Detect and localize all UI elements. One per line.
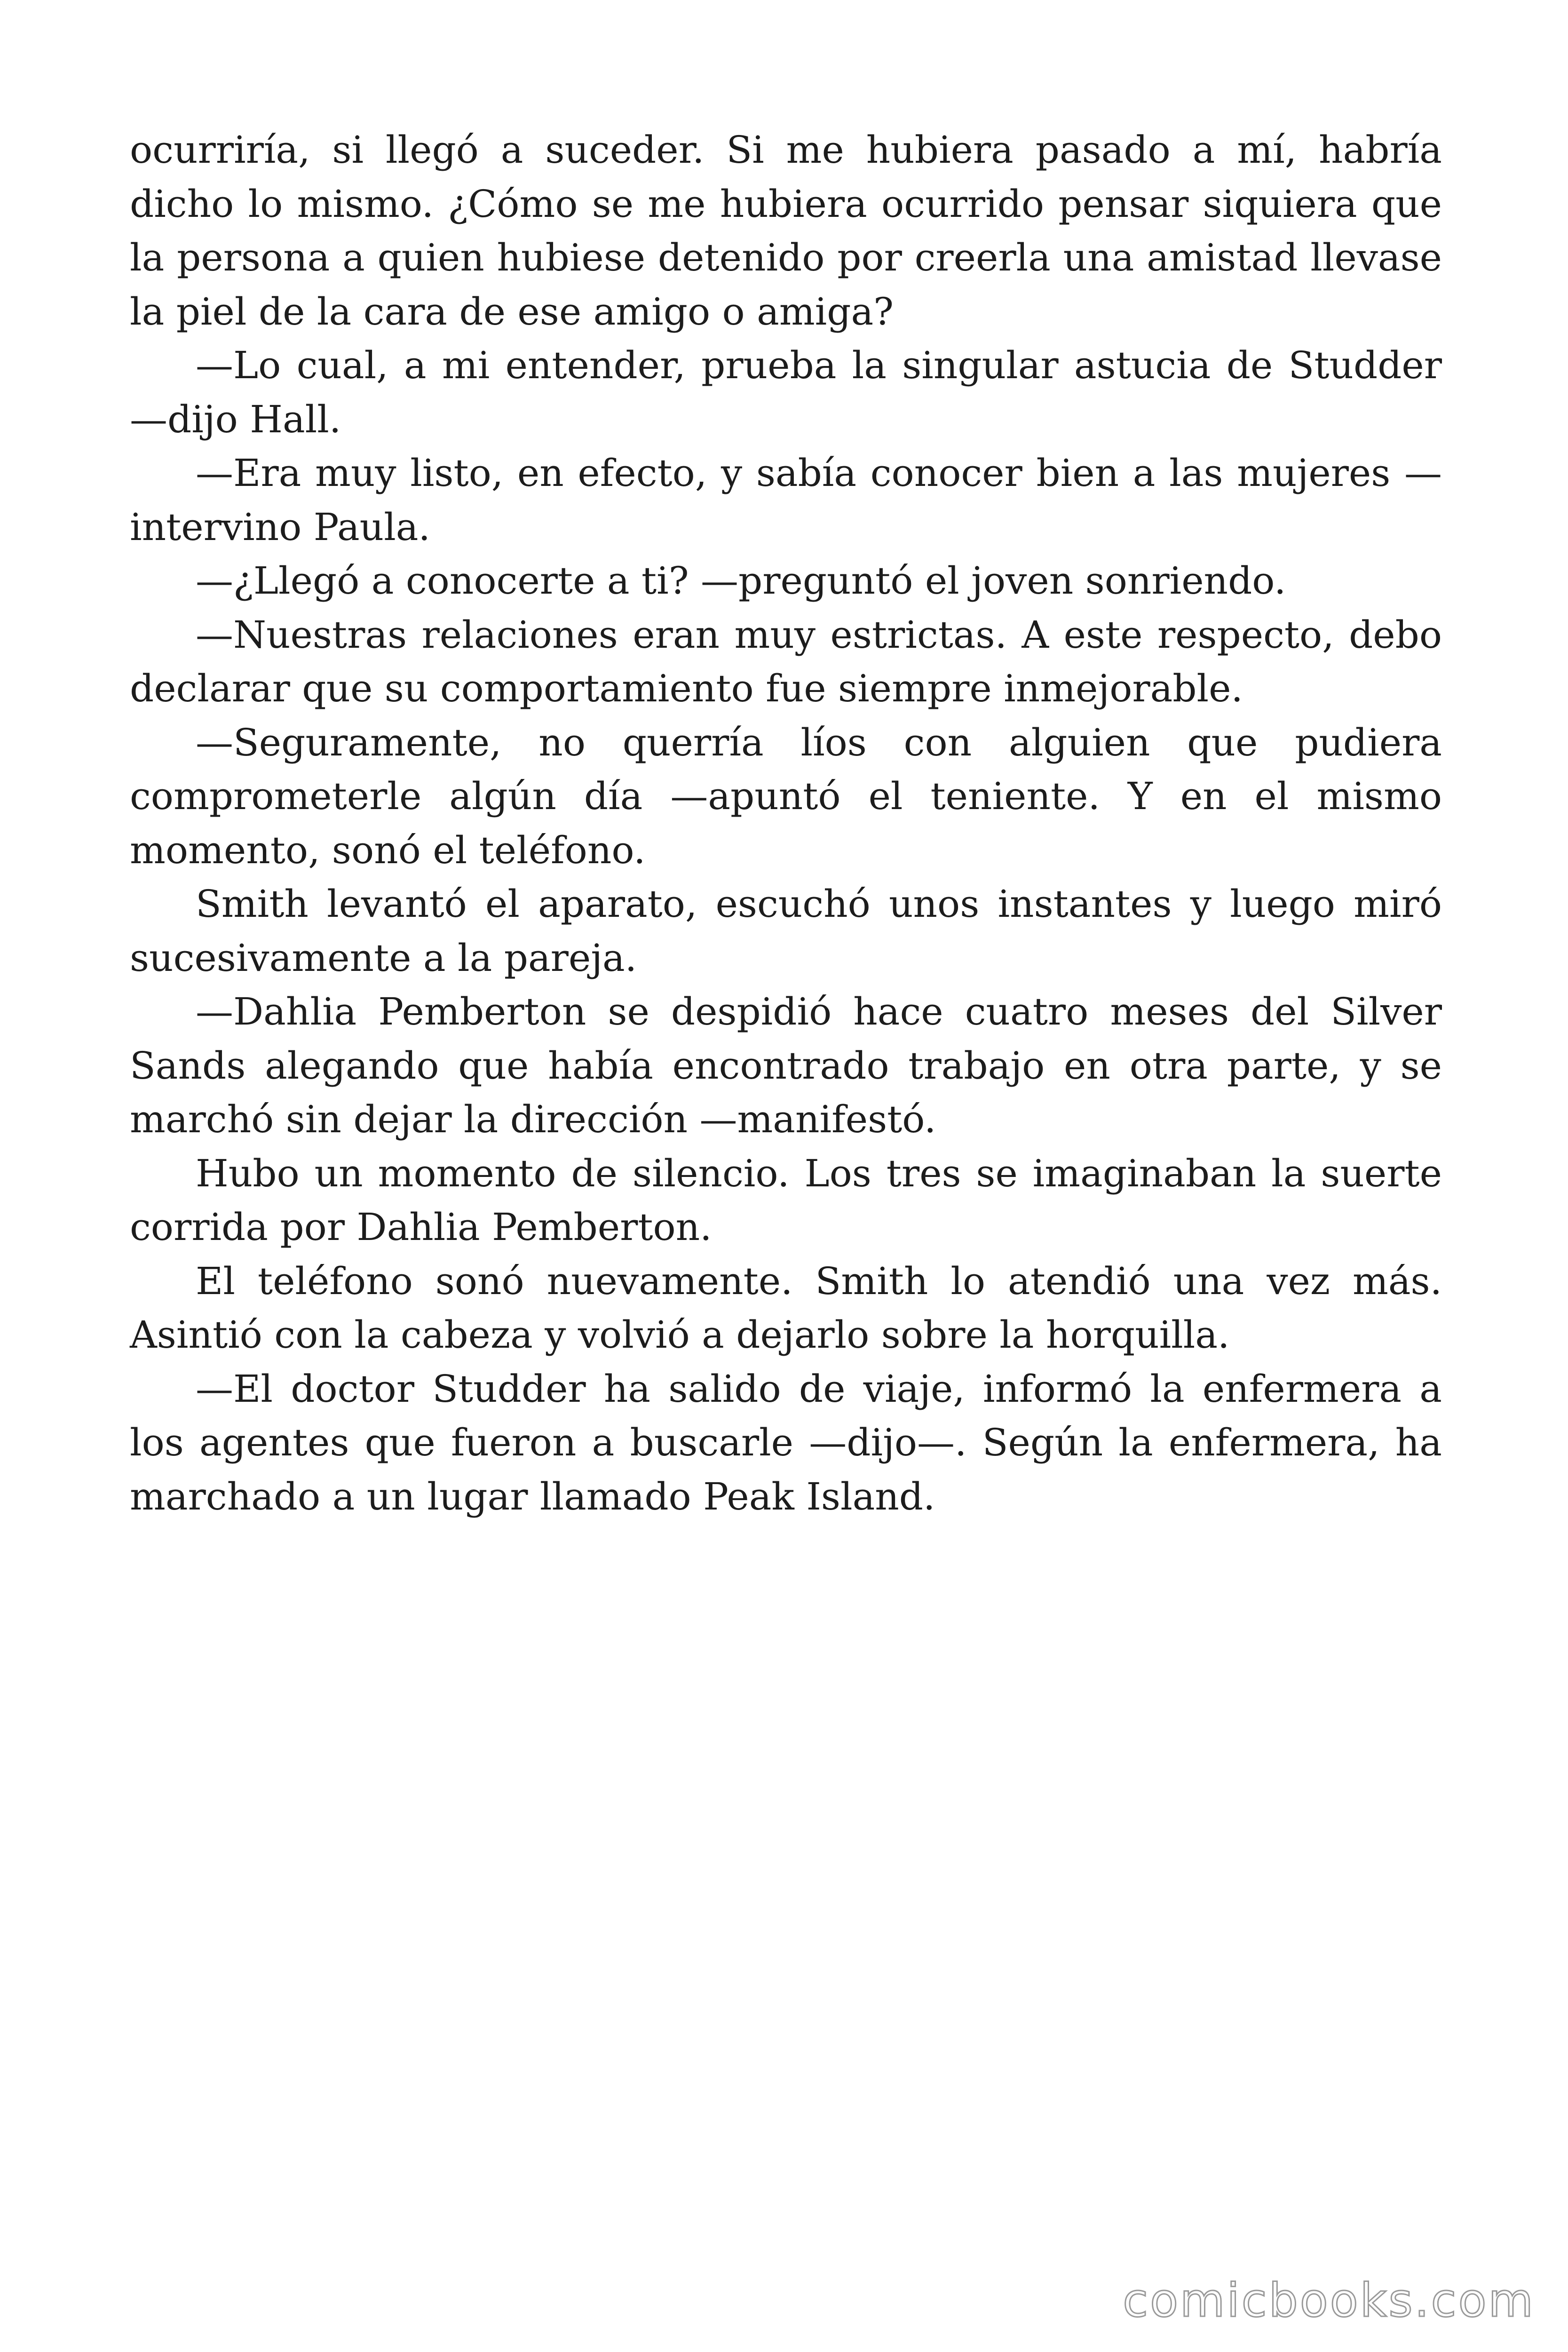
paragraph-1: ocurriría, si llegó a suceder. Si me hubiera pasado a mí, habría dicho lo mismo. ¿Cómo se me hubiera ocurrido pensar siquiera que la persona a quien hubiese detenido por creerla una amistad llevase la piel de la cara de ese amigo o amiga? [130,128,1442,334]
paragraph-7: Smith levantó el aparato, escuchó unos instantes y luego miró sucesivamente a la pareja. [130,882,1442,980]
page-body-text [130,123,1442,1524]
watermark: comicbooks.com [1123,2274,1535,2328]
paragraph-11: —El doctor Studder ha salido de viaje, informó la enfermera a los agentes que fueron a buscarle —dijo—. Según la enfermera, ha marchado a un lugar llamado Peak Island. [130,1367,1442,1518]
paragraph-8: —Dahlia Pemberton se despidió hace cuatro meses del Silver Sands alegando que había encontrado trabajo en otra parte, y se marchó sin dejar la dirección —manifestó. [130,990,1442,1141]
paragraph-5: —Nuestras relaciones eran muy estrictas. A este respecto, debo declarar que su comportamiento fue siempre inmejorable. [130,612,1442,710]
paragraph-10: El teléfono sonó nuevamente. Smith lo atendió una vez más. Asintió con la cabeza y volvió a dejarlo sobre la horquilla. [130,1259,1442,1357]
paragraph-9: Hubo un momento de silencio. Los tres se imaginaban la suerte corrida por Dahlia Pemberton. [130,1151,1442,1249]
paragraph-2: —Lo cual, a mi entender, prueba la singular astucia de Studder —dijo Hall. [130,343,1442,441]
paragraph-3: —Era muy listo, en efecto, y sabía conocer bien a las mujeres — intervino Paula. [130,451,1442,549]
paragraph-4: —¿Llegó a conocerte a ti? —preguntó el joven sonriendo. [196,559,1286,603]
paragraph-6: —Seguramente, no querría líos con alguien que pudiera comprometerle algún día —apuntó el teniente. Y en el mismo momento, sonó el teléfono. [130,720,1442,872]
